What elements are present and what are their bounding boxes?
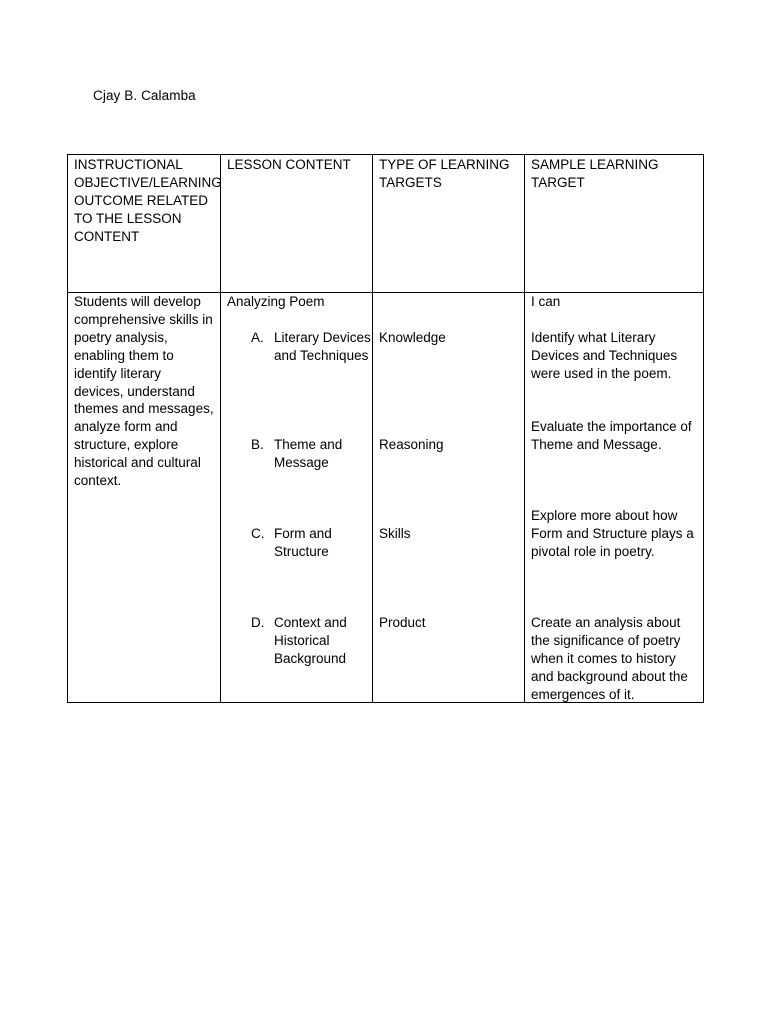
lesson-item-b	[251, 436, 371, 472]
sample-target-cell	[525, 293, 704, 703]
sample-target-2: Evaluate the importance of Theme and Message.	[531, 419, 692, 452]
sample-target-3: Explore more about how Form and Structure plays a pivotal role in poetry.	[531, 508, 694, 559]
header-lesson-content: LESSON CONTENT	[221, 155, 373, 293]
author-name: Cjay B. Calamba	[93, 88, 196, 103]
lesson-item-c	[251, 525, 371, 561]
table-body-row	[68, 293, 704, 703]
lesson-item-marker: A.	[251, 330, 264, 345]
lesson-item-text: Theme and Message	[274, 437, 343, 470]
header-sample-learning-target: SAMPLE LEARNING TARGET	[525, 155, 704, 293]
lesson-item-a	[251, 329, 371, 365]
lesson-item-marker: D.	[251, 615, 265, 630]
header-instructional-objective: INSTRUCTIONAL OBJECTIVE/LEARNING OUTCOME RELATED TO THE LESSON CONTENT	[68, 155, 221, 293]
lesson-content-cell	[221, 293, 373, 703]
objective-text: Students will develop comprehensive skills in poetry analysis, enabling them to identify literary devices, understand themes and messages, analyze form and structure, explore historical and cultural context.	[74, 294, 214, 489]
table-header-row	[68, 155, 704, 293]
target-type-reasoning: Reasoning	[379, 437, 444, 452]
lesson-item-text: Literary Devices and Techniques	[274, 330, 371, 363]
sample-target-4: Create an analysis about the significance of poetry when it comes to history and background about the emergences of it.	[531, 615, 688, 702]
lesson-item-marker: C.	[251, 526, 265, 541]
lesson-item-d	[251, 614, 371, 668]
header-type-of-learning-targets: TYPE OF LEARNING TARGETS	[373, 155, 525, 293]
sample-target-1: Identify what Literary Devices and Techniques were used in the poem.	[531, 330, 678, 381]
lesson-item-text: Form and Structure	[274, 526, 332, 559]
target-intro: I can	[531, 294, 561, 309]
lesson-title: Analyzing Poem	[227, 294, 325, 309]
target-type-product: Product	[379, 615, 426, 630]
lesson-item-marker: B.	[251, 437, 264, 452]
objective-cell	[68, 293, 221, 703]
target-type-knowledge: Knowledge	[379, 330, 446, 345]
target-type-skills: Skills	[379, 526, 411, 541]
lesson-plan-table	[67, 154, 704, 703]
target-type-cell	[373, 293, 525, 703]
lesson-item-text: Context and Historical Background	[274, 615, 347, 666]
